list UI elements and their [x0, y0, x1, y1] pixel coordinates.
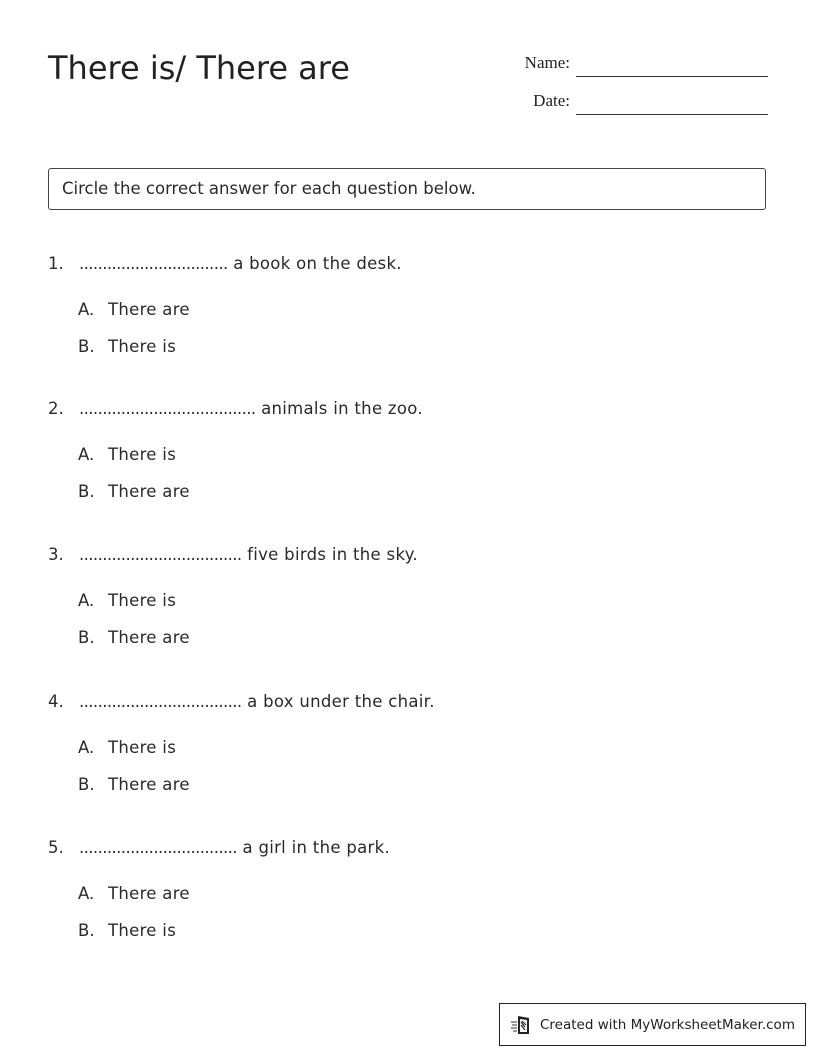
option-text: There are [108, 300, 190, 319]
question-sentence: animals in the zoo. [261, 399, 423, 418]
option-letter: A. [78, 884, 95, 903]
question-1 [48, 252, 768, 359]
option-letter: B. [78, 337, 95, 356]
option-b[interactable] [48, 919, 768, 943]
option-a[interactable] [48, 882, 768, 906]
question-text [79, 543, 418, 567]
question-sentence: a book on the desk. [233, 254, 402, 273]
question-text [79, 690, 435, 714]
question-number: 2. [48, 399, 64, 418]
option-letter: A. [78, 738, 95, 757]
question-sentence: a girl in the park. [242, 838, 390, 857]
option-text: There is [108, 445, 177, 464]
worksheet-maker-logo-icon [510, 1013, 534, 1037]
name-field [500, 53, 768, 77]
option-letter: A. [78, 445, 95, 464]
option-letter: A. [78, 300, 95, 319]
question-number: 1. [48, 254, 64, 273]
question-5 [48, 836, 768, 943]
question-prompt [48, 252, 768, 276]
question-prompt [48, 836, 768, 860]
answer-blank: ................................ [79, 254, 228, 273]
date-label: Date: [533, 91, 570, 110]
worksheet-title: There is/ There are [48, 49, 350, 87]
answer-blank: .................................. [79, 838, 237, 857]
option-letter: B. [78, 628, 95, 647]
option-b[interactable] [48, 773, 768, 797]
option-b[interactable] [48, 626, 768, 650]
option-text: There is [108, 738, 177, 757]
question-text [79, 252, 402, 276]
option-letter: B. [78, 775, 95, 794]
option-b[interactable] [48, 335, 768, 359]
option-text: There are [108, 884, 190, 903]
option-text: There is [108, 591, 177, 610]
footer-text: Created with MyWorksheetMaker.com [540, 1016, 795, 1033]
option-a[interactable] [48, 736, 768, 760]
footer-credit[interactable] [499, 1003, 806, 1046]
option-text: There is [108, 921, 177, 940]
question-2 [48, 397, 768, 504]
question-text [79, 397, 423, 421]
question-number: 5. [48, 838, 64, 857]
date-field [500, 91, 768, 115]
option-letter: B. [78, 921, 95, 940]
question-number: 4. [48, 692, 64, 711]
option-a[interactable] [48, 443, 768, 467]
option-b[interactable] [48, 480, 768, 504]
option-text: There is [108, 337, 177, 356]
question-sentence: a box under the chair. [247, 692, 435, 711]
answer-blank: ................................... [79, 692, 242, 711]
question-prompt [48, 690, 768, 714]
option-letter: A. [78, 591, 95, 610]
option-text: There are [108, 775, 190, 794]
date-line [576, 114, 768, 115]
name-line [576, 76, 768, 77]
answer-blank: ...................................... [79, 399, 256, 418]
answer-blank: ................................... [79, 545, 242, 564]
option-a[interactable] [48, 298, 768, 322]
option-a[interactable] [48, 589, 768, 613]
question-number: 3. [48, 545, 64, 564]
instructions-box: Circle the correct answer for each question below. [48, 168, 766, 210]
question-sentence: five birds in the sky. [247, 545, 418, 564]
question-3 [48, 543, 768, 650]
option-text: There are [108, 628, 190, 647]
question-text [79, 836, 390, 860]
option-letter: B. [78, 482, 95, 501]
question-4 [48, 690, 768, 797]
option-text: There are [108, 482, 190, 501]
name-label: Name: [524, 53, 570, 72]
question-prompt [48, 397, 768, 421]
question-prompt [48, 543, 768, 567]
